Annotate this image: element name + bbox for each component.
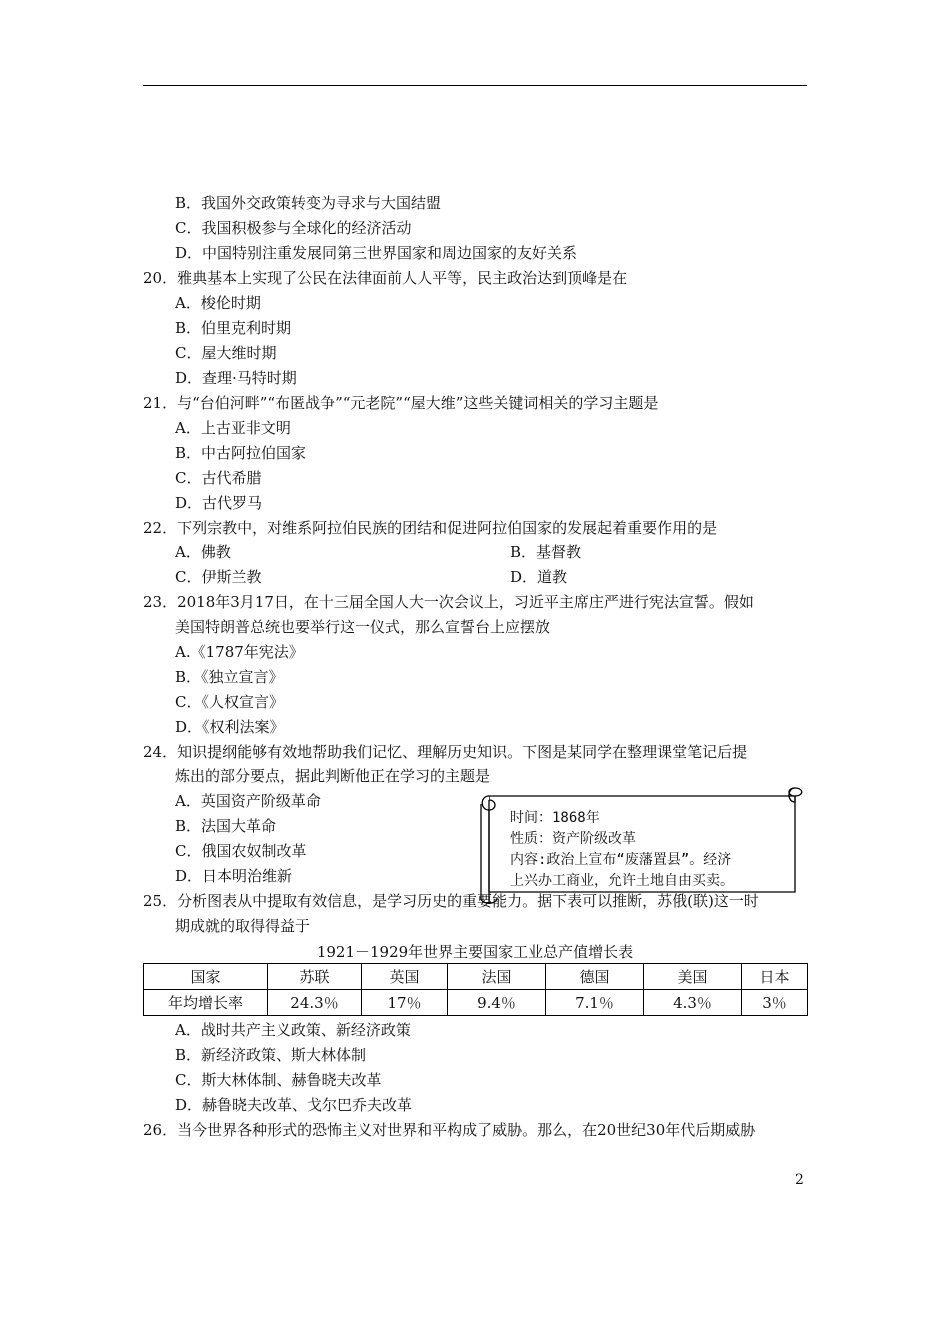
scroll-line-content: 内容:政治上宣布“废藩置县”。经济 [510,852,732,868]
q25-stem-line1: 25．分析图表从中提取有效信息，是学习历史的重要能力。据下表可以推断，苏俄(联)这一时 [143,892,759,910]
q23-stem-line2: 美国特朗普总统也要举行这一仪式，那么宣誓台上应摆放 [175,618,551,636]
q25-option-d: D．赫鲁晓夫改革、戈尔巴乔夫改革 [175,1096,413,1114]
q22-stem: 22．下列宗教中，对维系阿拉伯民族的团结和促进阿拉伯国家的发展起着重要作用的是 [143,519,718,537]
q24-option-a: A．英国资产阶级革命 [175,792,321,810]
table-cell: 美国 [644,964,742,990]
scroll-line-nature: 性质：资产阶级改革 [510,831,636,847]
q21-option-a: A．上古亚非文明 [175,419,291,437]
table-cell: 英国 [362,964,448,990]
q20-stem: 20．雅典基本上实现了公民在法律面前人人平等，民主政治达到顶峰是在 [143,269,628,287]
table-cell: 德国 [546,964,644,990]
table-cell: 法国 [448,964,546,990]
table-cell: 年均增长率 [144,990,268,1016]
q25-stem-line2: 期成就的取得得益于 [175,917,311,935]
q23-option-d: D．《权利法案》 [175,718,285,736]
q20-option-d: D．查理·马特时期 [175,369,297,387]
table-cell: 24.3％ [268,990,362,1016]
q20-option-a: A．梭伦时期 [175,294,261,312]
q25-option-b: B．新经济政策、斯大林体制 [175,1046,367,1064]
table-cell: 4.3％ [644,990,742,1016]
q24-scroll-text [510,808,734,892]
q24-stem-line1: 24．知识提纲能够有效地帮助我们记忆、理解历史知识。下图是某同学在整理课堂笔记后提 [143,743,748,761]
q20-option-b: B．伯里克利时期 [175,319,292,337]
table-cell: 日本 [742,964,808,990]
header-rule [143,85,807,86]
q22-option-a: A．佛教 [175,543,231,561]
q19-option-b: B．我国外交政策转变为寻求与大国结盟 [175,194,442,212]
q23-option-c: C．《人权宣言》 [175,693,284,711]
scroll-line-content-cont: 上兴办工商业，允许土地自由买卖。 [510,873,734,889]
q25-option-a: A．战时共产主义政策、新经济政策 [175,1021,411,1039]
table-cell: 9.4％ [448,990,546,1016]
q22-option-b: B．基督教 [510,543,582,561]
q21-option-b: B．中古阿拉伯国家 [175,444,307,462]
table-cell: 17％ [362,990,448,1016]
q19-option-d: D．中国特别注重发展同第三世界国家和周边国家的友好关系 [175,244,578,262]
q24-option-b: B．法国大革命 [175,817,277,835]
q24-stem-line2: 炼出的部分要点，据此判断他正在学习的主题是 [175,767,491,785]
q20-option-c: C．屋大维时期 [175,344,277,362]
q21-stem: 21．与“台伯河畔”“布匿战争”“元老院”“屋大维”这些关键词相关的学习主题是 [143,394,659,412]
q26-stem-line1: 26．当今世界各种形式的恐怖主义对世界和平构成了威胁。那么，在20世纪30年代后期威胁 [143,1121,756,1139]
table-caption: 1921－1929年世界主要国家工业总产值增长表 [316,943,634,961]
q22-option-c: C．伊斯兰教 [175,568,262,586]
q21-option-c: C．古代希腊 [175,469,262,487]
table-cell: 3％ [742,990,808,1016]
q23-option-b: B．《独立宣言》 [175,668,284,686]
q23-option-a: A.《1787年宪法》 [175,643,304,661]
table-header-row [144,964,808,990]
q19-option-c: C．我国积极参与全球化的经济活动 [175,219,412,237]
q23-stem-line1: 23．2018年3月17日，在十三届全国人大一次会议上，习近平主席庄严进行宪法宣誓。假如 [143,593,754,611]
q22-option-d: D．道教 [510,568,568,586]
table-cell: 苏联 [268,964,362,990]
page-number: 2 [795,1172,804,1188]
q25-option-c: C．斯大林体制、赫鲁晓夫改革 [175,1071,382,1089]
scroll-line-time: 时间：1868年 [510,810,600,826]
industry-growth-table [143,963,808,1016]
q24-option-c: C．俄国农奴制改革 [175,842,307,860]
q24-option-d: D．日本明治维新 [175,867,293,885]
table-row [144,990,808,1016]
q21-option-d: D．古代罗马 [175,494,263,512]
table-cell: 国家 [144,964,268,990]
table-cell: 7.1％ [546,990,644,1016]
